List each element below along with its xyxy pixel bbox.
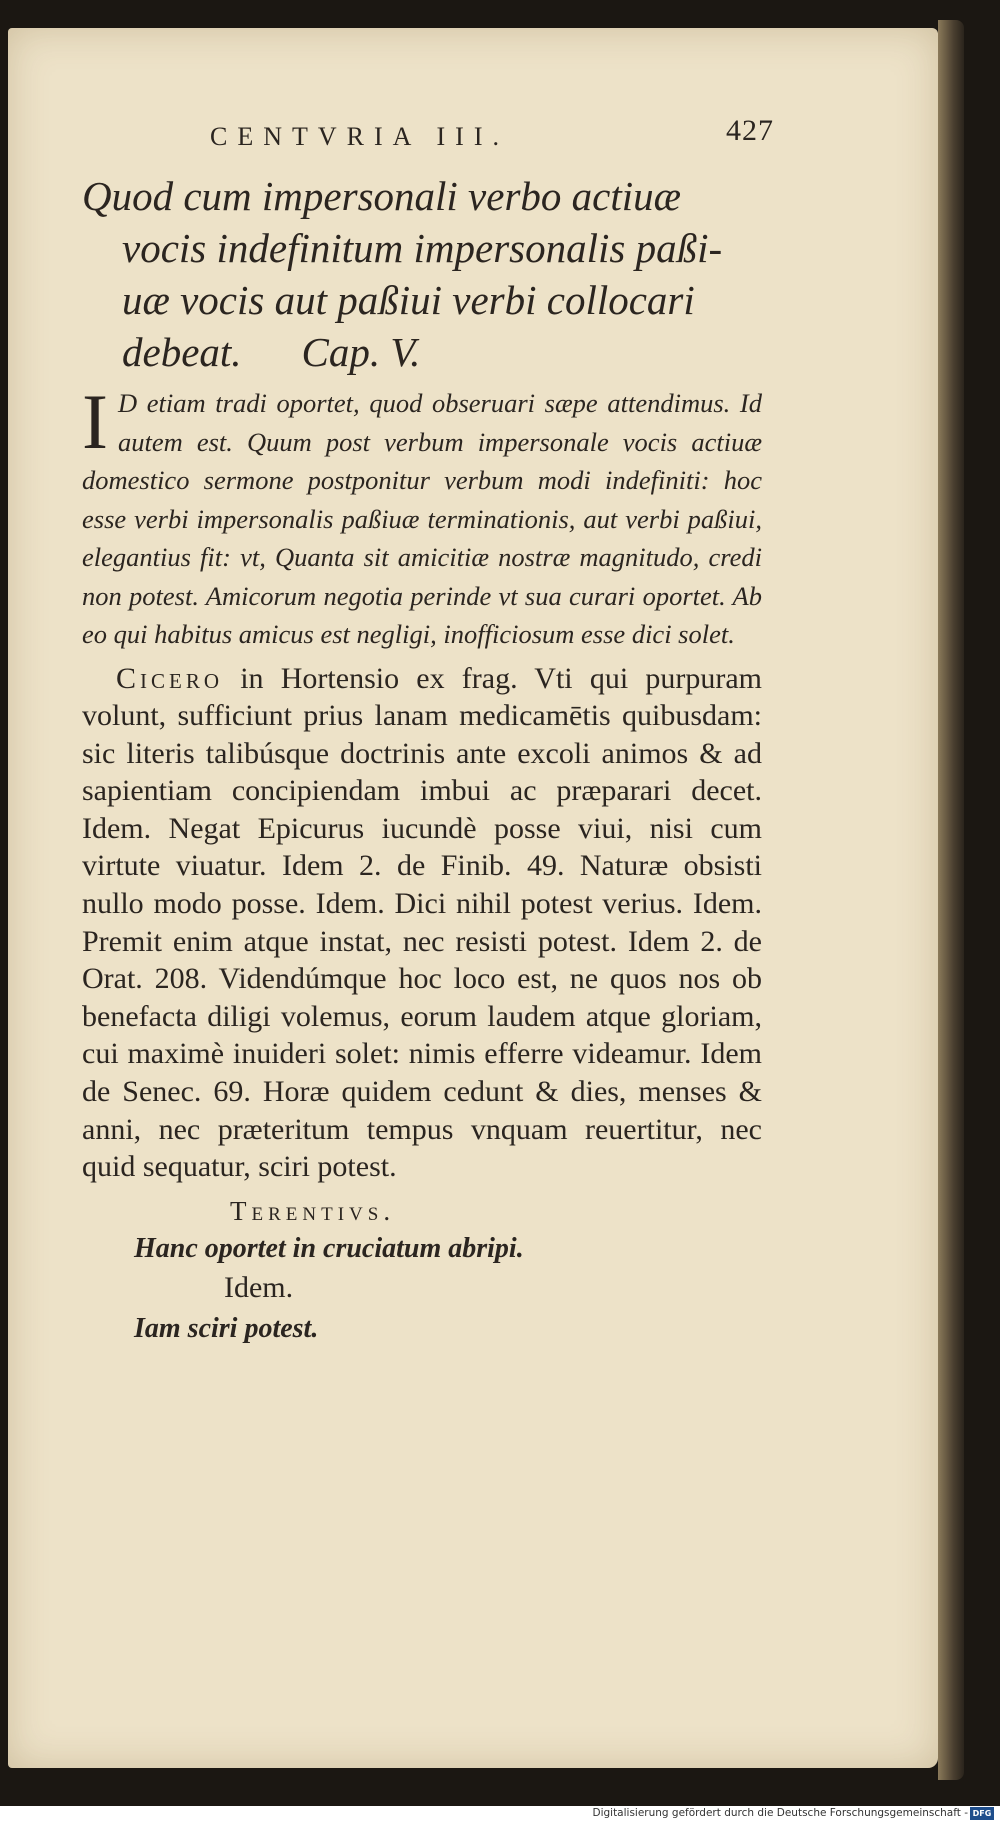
heading-line: Quod cum impersonali verbo actiuæ [82,173,681,219]
chapter-heading [82,170,762,378]
heading-line-last [82,326,762,378]
italic-paragraph [82,378,762,654]
author-terentius: Terentivs. [230,1195,396,1226]
quotation: Iam sciri potest. [134,1312,319,1344]
heading-line: vocis indefinitum impersonalis paßi- [122,225,723,271]
page-text [82,108,774,1345]
roman-paragraph-text: in Hortensio ex frag. Vti qui purpuram volunt, sufficiunt prius lanam medicamētis quibusdam: sic literis talibúsque doctrinis ante excoli animos & ad sapientiam concipiendam imbui ac præparari decet. Idem. Negat Epicurus iucundè posse viui, nisi cum virtute viuatur. Idem 2. de Finib. 49. Naturæ obsisti nullo modo posse. Idem. Dici nihil potest verius. Idem. Premit enim atque instat, nec resisti potest. Idem 2. de Orat. 208. Videndúmque hoc loco est, ne quos nos ob benefacta diligi volemus, eorum laudem atque gloriam, cui maximè inuideri solet: nimis efferre videamur. Idem de Senec. 69. Horæ quidem cedunt & dies, menses & anni, nec præteritum tempus vnquam reuertitur, nec quid sequatur, sciri potest. [82,661,762,1184]
author-cicero: Cicero [116,661,224,695]
heading-line: uæ vocis aut paßiui verbi collocari [122,277,695,323]
heading-line-text: debeat. [122,329,242,375]
book-page-edge [938,20,964,1780]
idem-label: Idem. [224,1270,294,1304]
dfg-logo: DFG [970,1807,994,1820]
drop-cap: I [82,378,108,465]
running-head-title: CENTVRIA III. [210,122,509,151]
italic-paragraph-text: D etiam tradi oportet, quod obseruari sæpe attendimus. Id autem est. Quum post verbum impersonale vocis actiuæ domestico sermone postponitur verbum modi indefiniti: hoc esse verbi impersonalis paßiuæ terminationis, aut verbi paßiui, elegantius fit: vt, Quanta sit amicitiæ nostræ magnitudo, credi non potest. Amicorum negotia perinde vt sua curari oportet. Ab eo qui habitus amicus est negligi, inofficiosum esse dici solet. [82,388,762,649]
page-number: 427 [726,114,774,147]
roman-paragraph [82,660,762,1186]
running-head [82,108,774,158]
quotation: Hanc oportet in cruciatum abripi. [134,1232,524,1264]
chapter-label: Cap. V. [301,329,421,375]
digitization-credit: Digitalisierung gefördert durch die Deutsche Forschungsgemeinschaft - [592,1807,968,1819]
